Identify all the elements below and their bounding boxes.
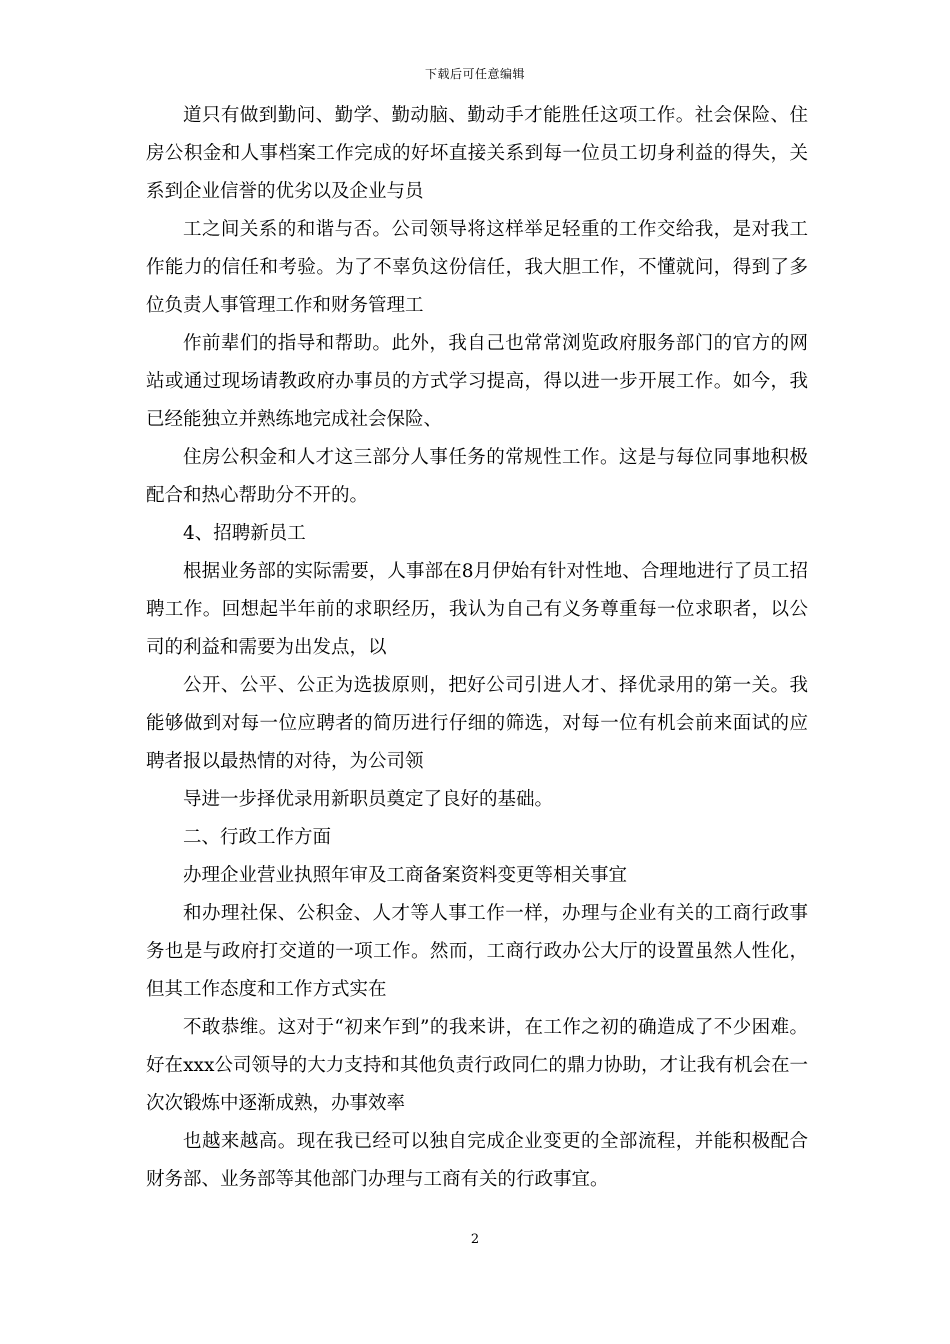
page-number: 2 xyxy=(470,1232,480,1247)
paragraph: 导进一步择优录用新职员奠定了良好的基础。 xyxy=(183,789,554,810)
paragraph: 也越来越高。现在我已经可以独自完成企业变更的全部流程，并能积极配合财务部、业务部等其他部门办理与工商有关的行政事宜。 xyxy=(146,1131,808,1190)
page-header: 下载后可任意编辑 xyxy=(424,67,525,81)
section-heading: 二、行政工作方面 xyxy=(183,827,332,848)
paragraph: 和办理社保、公积金、人才等人事工作一样，办理与企业有关的工商行政事务也是与政府打交道的一项工作。然而，工商行政办公大厅的设置虽然人性化，但其工作态度和工作方式实在 xyxy=(146,903,808,1000)
document-body xyxy=(146,97,808,1199)
paragraph: 住房公积金和人才这三部分人事任务的常规性工作。这是与每位同事地积极配合和热心帮助分不开的。 xyxy=(146,447,808,506)
section-heading: 4、招聘新员工 xyxy=(183,523,306,544)
paragraph: 作前辈们的指导和帮助。此外，我自己也常常浏览政府服务部门的官方的网站或通过现场请教政府办事员的方式学习提高，得以进一步开展工作。如今，我已经能独立并熟练地完成社会保险、 xyxy=(146,333,808,430)
paragraph: 道只有做到勤问、勤学、勤动脑、勤动手才能胜任这项工作。社会保险、住房公积金和人事档案工作完成的好坏直接关系到每一位员工切身利益的得失，关系到企业信誉的优劣以及企业与员 xyxy=(146,105,808,202)
subsection-heading: 办理企业营业执照年审及工商备案资料变更等相关事宜 xyxy=(183,865,628,886)
paragraph: 公开、公平、公正为选拔原则，把好公司引进人才、择优录用的第一关。我能够做到对每一位应聘者的简历进行仔细的筛选，对每一位有机会前来面试的应聘者报以最热情的对待，为公司领 xyxy=(146,675,808,772)
paragraph: 工之间关系的和谐与否。公司领导将这样举足轻重的工作交给我，是对我工作能力的信任和考验。为了不辜负这份信任，我大胆工作，不懂就问，得到了多位负责人事管理工作和财务管理工 xyxy=(146,219,808,316)
paragraph: 根据业务部的实际需要，人事部在8月伊始有针对性地、合理地进行了员工招聘工作。回想起半年前的求职经历，我认为自己有义务尊重每一位求职者，以公司的利益和需要为出发点，以 xyxy=(146,561,808,658)
paragraph: 不敢恭维。这对于“初来乍到”的我来讲，在工作之初的确造成了不少困难。好在xxx公司领导的大力支持和其他负责行政同仁的鼎力协助，才让我有机会在一次次锻炼中逐渐成熟，办事效率 xyxy=(146,1017,808,1114)
